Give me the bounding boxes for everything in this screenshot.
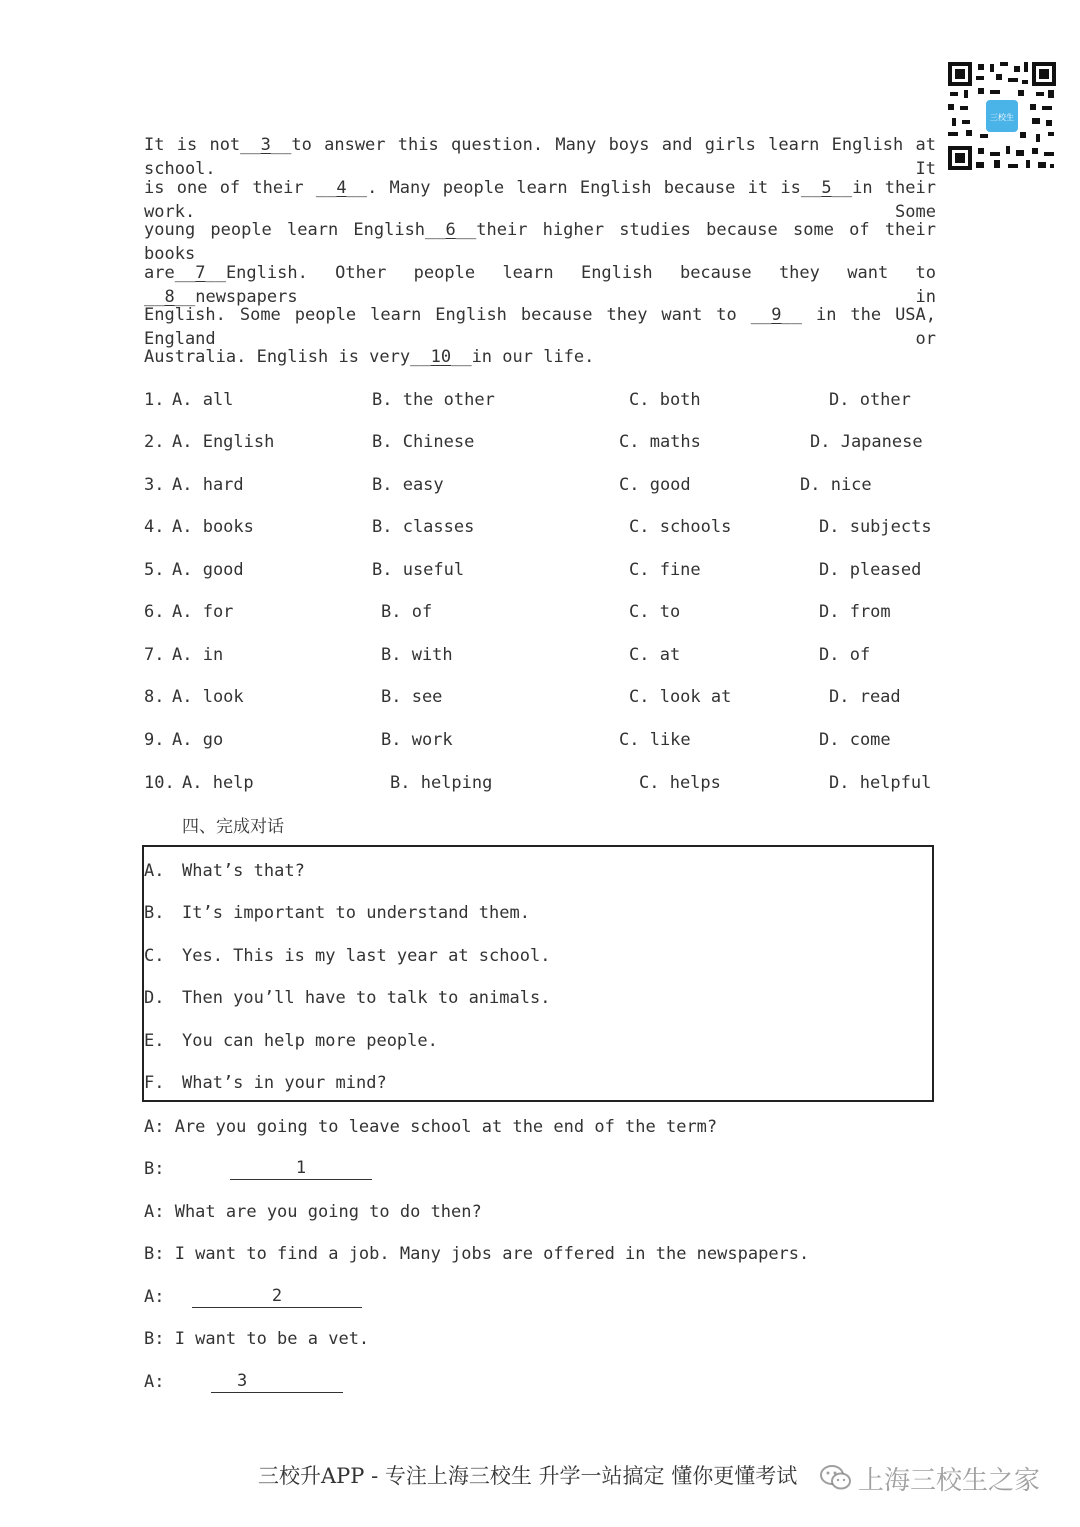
- blank-5: 5: [821, 178, 832, 198]
- option-c: C. both: [629, 390, 701, 410]
- wechat-icon: [820, 1464, 852, 1492]
- option-a: A. help: [182, 773, 254, 793]
- option-a: A. for: [172, 602, 234, 622]
- passage-line-6: Australia. English is very__10__in our life.: [144, 347, 595, 367]
- question-row: 8. A. look B. see C. look at D. read: [144, 687, 901, 707]
- dialogue-line: A:: [144, 1287, 165, 1307]
- option-b: B. work: [381, 730, 453, 750]
- dialogue-line: B: I want to be a vet.: [144, 1329, 370, 1349]
- option-a: A. look: [172, 687, 244, 707]
- passage-line-1: It is not__3__to answer this question. Many boys and girls learn English at school. It: [144, 135, 936, 179]
- option-b: B. classes: [372, 517, 475, 537]
- dialogue-line: B: I want to find a job. Many jobs are offered in the newspapers.: [144, 1244, 810, 1264]
- option-a: A. good: [172, 560, 244, 580]
- question-row: 9. A. go B. work C. like D. come: [144, 730, 891, 750]
- blank-4: 4: [336, 178, 347, 198]
- blank-6: 6: [445, 220, 456, 240]
- option-a: A. hard: [172, 475, 244, 495]
- blank-9: 9: [771, 305, 782, 325]
- option-d: D. nice: [800, 475, 872, 495]
- option-b: B. with: [381, 645, 453, 665]
- question-row: 5. A. good B. useful C. fine D. pleased: [144, 560, 922, 580]
- answer-blank-3[interactable]: 3: [211, 1370, 343, 1393]
- question-row: 10. A. help B. helping C. helps D. helpful: [144, 773, 932, 793]
- option-a: A. all: [172, 390, 234, 410]
- question-row: 1. A. all B. the other C. both D. other: [144, 390, 911, 410]
- option-b: B. the other: [372, 390, 495, 410]
- dialogue-line: B:: [144, 1159, 165, 1179]
- option-a: A. English: [172, 432, 275, 452]
- blank-3: 3: [260, 135, 271, 155]
- passage-line-2: is one of their __4__. Many people learn English because it is__5__in their work. Some: [144, 178, 936, 222]
- question-row: 2. A. English B. Chinese C. maths D. Japanese: [144, 432, 923, 452]
- question-row: 7. A. in B. with C. at D. of: [144, 645, 871, 665]
- qr-code: [946, 60, 1058, 172]
- passage-line-4: are__7__English. Other people learn English because they want to __8__newspapers in: [144, 263, 936, 307]
- answer-blank-2[interactable]: 2: [192, 1285, 362, 1308]
- passage-line-5: English. Some people learn English because they want to __9__ in the USA, England or: [144, 305, 937, 349]
- option-b: B. see: [381, 687, 443, 707]
- option-b: B. Chinese: [372, 432, 475, 452]
- blank-10: 10: [430, 347, 452, 367]
- section-title: 四、完成对话: [182, 817, 284, 837]
- footer-text: 三校升APP - 专注上海三校生 升学一站搞定 懂你更懂考试: [258, 1464, 798, 1488]
- option-d: D. come: [819, 730, 891, 750]
- option-d: D. Japanese: [810, 432, 923, 452]
- option-d: D. other: [829, 390, 911, 410]
- watermark: [820, 1458, 1050, 1498]
- option-d: D. pleased: [819, 560, 922, 580]
- option-b: B. helping: [390, 773, 493, 793]
- blank-7: 7: [195, 263, 206, 283]
- question-row: 4. A. books B. classes C. schools D. subjects: [144, 517, 932, 537]
- blank-8: 8: [164, 287, 175, 307]
- dialogue-line: A: What are you going to do then?: [144, 1202, 482, 1222]
- question-row: 3. A. hard B. easy C. good D. nice: [144, 475, 872, 495]
- option-a: A. in: [172, 645, 224, 665]
- question-row: 6. A. for B. of C. to D. from: [144, 602, 891, 622]
- option-b: B. easy: [372, 475, 444, 495]
- qr-center-label: 三校生: [990, 113, 1014, 122]
- watermark-text: 上海三校生之家: [858, 1466, 1041, 1496]
- option-d: D. of: [819, 645, 871, 665]
- dialogue-options-box: A. What’s that? B. It’s important to understand them. C. Yes. This is my last year at school. D. Then you’ll have to talk to animals. E. You can help more people. F. What’s in your mind?: [142, 845, 934, 1102]
- option-c: C. look at: [629, 687, 732, 707]
- option-c: C. good: [619, 475, 691, 495]
- dialogue-line: A: Are you going to leave school at the end of the term?: [144, 1117, 718, 1137]
- option-c: C. at: [629, 645, 681, 665]
- option-b: B. useful: [372, 560, 465, 580]
- option-c: C. schools: [629, 517, 732, 537]
- option-a: A. books: [172, 517, 254, 537]
- option-c: C. helps: [639, 773, 721, 793]
- option-d: D. subjects: [819, 517, 932, 537]
- option-d: D. read: [829, 687, 901, 707]
- option-c: C. to: [629, 602, 681, 622]
- answer-blank-1[interactable]: 1: [230, 1157, 372, 1180]
- option-b: B. of: [381, 602, 433, 622]
- option-a: A. go: [172, 730, 224, 750]
- passage-line-3: young people learn English__6__their higher studies because some of their books: [144, 220, 936, 264]
- option-c: C. maths: [619, 432, 701, 452]
- option-c: C. like: [619, 730, 691, 750]
- option-d: D. from: [819, 602, 891, 622]
- option-d: D. helpful: [829, 773, 932, 793]
- dialogue-line: A:: [144, 1372, 165, 1392]
- option-c: C. fine: [629, 560, 701, 580]
